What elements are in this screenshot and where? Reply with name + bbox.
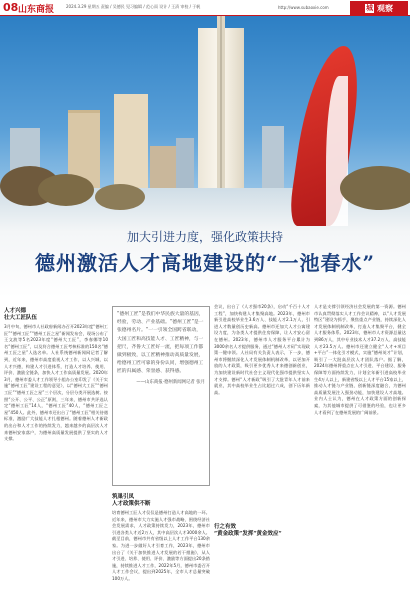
callout-text: “德州工匠”是我们中华民族大量的基因，经验，劳动、产业基础。“德州工匠”是一张德州名片。“一一引领全国跨省联动，大国工匠和高技能人才、工匠精神，与一把尺，齐鲁大工匠好一流，把每项工作都做到极致，以工匠精神推动高质量发展，给德州工匠可靠的身份认同，增强德州工匠的归属感、荣誉感、获得感。 (117, 312, 204, 375)
page-number: 08 (3, 1, 19, 14)
section-heading: 行之有效 “黄金政策”发挥“黄金效应” (214, 524, 282, 537)
column-body: 会议，出台了《人才强市20条》，启动“千百十人才工程”，加快构建人才集聚高地。2023年，德州市新引进高校毕业生3.6万人、技能人才2.1万人，引进人才数量创历史新高。德州市还加大人才公寓建设力度，为各类人才提供住房保障，让人才安心留在德州。2023年，德州市人才服务平台累计为3000余名人才提供服务，通过“德州人才码”实现政策一键申领。人社局有关负责人表示，下一步，德州市将继续深化人才发展体制机制改革，以更加开放的人才政策，吸引更多优秀人才来德创新创业，为加快建设新时代社会主义现代化强市提供坚实人才支撑。德州“人才新政”吸引了大批青年人才前来就业，其中高校毕业生占比超过六成，创下历年新高。 (214, 304, 310, 395)
article-column-1 (4, 304, 108, 443)
column-body: 人才是支撑引领经济社会发展的第一资源。德州市认真贯彻落实人才工作会议精神，以“人才发展特区”建设为抓手，聚焦重点产业链，持续深化人才发展体制机制改革，打造人才集聚平台，健全人才服务体系。2023年，德州市人才资源总量达到86万人，其中专业技术人才37.2万人、高技能人才23.5万人。德州市还建立健全“人才+项目+平台”一体化引才模式，实施“德州英才”计划，吸引了一大批高层次人才团队落户。据了解，2024年德州将重点在人才引进、平台建设、服务保障等方面持续发力，计划全年新引进高校毕业生4万人以上，新建省级以上人才平台15家以上，推动人才链与产业链、创新链深度融合，为德州高质量发展注入强劲动能，加快建设人才高地。业内人士认为，德州在人才政策方面的创新探索，为其他城市提供了可借鉴的经验，也让更多人才看到了在德州发展的广阔前景。 (314, 304, 406, 415)
callout-box (112, 306, 210, 486)
section-heading: 人才兴德 壮大工匠队伍 (4, 308, 38, 321)
article-column-4 (314, 304, 406, 416)
article-column-3 (214, 304, 310, 396)
callout-source: ——山东商报·德州新闻网记者 张月 (136, 379, 205, 385)
website-link[interactable]: http://www.subaoxie.com (278, 5, 329, 10)
newspaper-name: 山东商报 (18, 5, 55, 15)
issue-meta: 2024.3.29 星期五 责编 / 吴德民 见习编辑 / 范心雨 设计 / 王清 审校 / 于帆 (66, 4, 201, 9)
article-column-2 (112, 490, 210, 583)
headline-kicker: 加大引进力度，强化政策扶持 (126, 230, 283, 244)
masthead (0, 0, 410, 14)
section-badge (350, 1, 408, 15)
article-column-3-heading (214, 520, 310, 540)
section-heading: 筑巢引凤 人才政策供不断 (112, 494, 151, 507)
page-headline: 德州激活人才高地建设的“一池春水” (34, 251, 375, 275)
column-body: 3月中旬，德州市人社政府新闻办召开2023年度“德州工匠”“德州工匠”“德州工匠之星”新闻发布会，现场公布了王文波等5名2023年度“德州大工匠”，李春娜等10名“德州工匠”，以及符合德州工匠考核标准的150名“德州工匠之星”人选名单。人社系统德州新闻网记者了解到，近年来，德州市高度重视人才工作，以人兴城，以人才兴德，构建人才引进体系，打造人才培养、使用、评价、激励全链条，加快人才工作高质量发展。2020年3月，德州市委人才工作领导小组办公室印发了《关于实施“德州工匠”建设工程的意见》，以“德州大工匠”“德州工匠”“德州工匠之星”三个层次，分层分类开展选树。按照“公开、公平、公正”原则，三年来，德州市共评选认定“德州工匠”14人，“德州工匠”40人，“德州工匠之星”450人。此外，德州市还出台了“德州工匠”相关待遇标准，激励广大技能人才扎根德州。随着德州人才新政的出台和人才工作的持续发力，越来越多的高层次人才来德州安家落户，为德州高质量发展提供了坚实的人才支撑。 (4, 324, 108, 442)
section-badge-char: 城 (366, 4, 373, 12)
section-badge-label: 观察 (377, 3, 393, 13)
column-body: 培育德州工匠人才仅仅是德州打造人才高地的一环。近年来，德州市大力实施人才强市战略，围绕经济社会发展需求，人才政策持续发力，2023年，德州市引进各类人才近2万人，其中高层次人才3000余人。截至目前，德州市共有省级以上人才工作平台130余家。为进一步做好人才引育工作，2023年，德州市出台了《关于加快推进人才发展的若干措施》，从人才引进、培养、使用、评价、激励等方面提出20条措施，持续推进人才工作，2022年5月，德州市委召开人才工作会议，提出到2025年，全市人才总量突破100万人。 (112, 510, 210, 581)
